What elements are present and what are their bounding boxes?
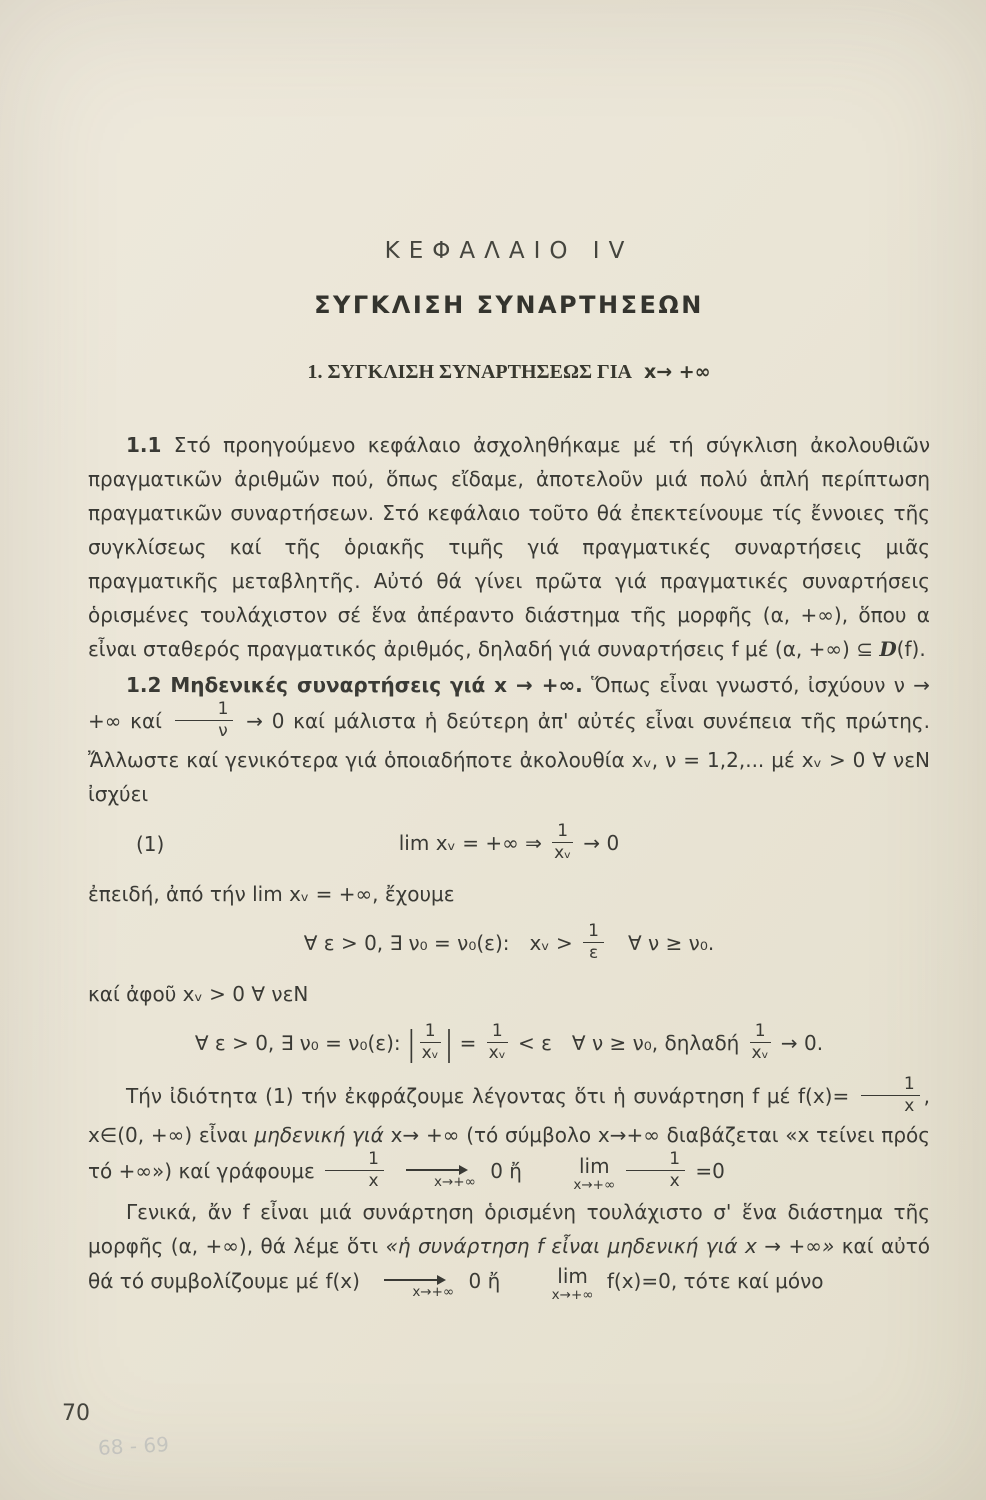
paragraph-property [88,1074,930,1194]
paragraph-property-text-5: =0 [689,1159,725,1184]
fraction-one-over-xnu: $\frac{1}{\text{xᵥ}}$ [488,1021,506,1064]
fraction-one-over-xnu: $\frac{1}{\text{xᵥ}}$ [421,1021,439,1064]
paragraph-1-2-text-2: → 0 καί μάλιστα ἡ δεύτερη ἀπ' αὐτές εἶναι συνέπεια τῆς πρώτης. Ἄλλωστε καί γενικότερα γιά ὁποιαδήποτε ἀκολουθία xᵥ, ν = 1,2,... μέ xᵥ > 0 ∀ νεΝ ἰσχύει [88,709,931,807]
script-d-symbol: D [879,637,897,661]
tends-to-arrow [396,1158,476,1191]
fraction-one-over-x: $\frac{1}{x}$ [325,1150,384,1191]
show-through-text: 68 - 69 [97,1432,170,1460]
page-number: 70 [62,1401,90,1426]
display-2-text-1: ∀ ε > 0, ∃ ν₀ = ν₀(ε): [194,1031,407,1056]
equation-1-rhs: → 0 [577,831,620,856]
display-epsilon-1 [88,923,930,965]
arrow-subscript: x→+∞ [433,1174,476,1191]
long-right-arrow-icon [384,1279,444,1281]
display-epsilon-2 [88,1023,930,1065]
paragraph-general-text-2: καί αὐτό θά τό συμβολίζουμε μέ f(x) [88,1234,930,1294]
limit-operator: lim x→+∞ [573,1154,616,1194]
section-heading [88,361,930,384]
paragraph-1-1-number: 1.1 [126,433,162,457]
chapter-heading: ΚΕΦΑΛΑΙΟ IV [384,238,634,264]
arrow-subscript: x→+∞ [412,1284,455,1301]
paragraph-1-1-tail: (f). [896,637,926,661]
paragraph-property-text-4: 0 ἤ [483,1159,529,1184]
paragraph-1-1 [88,428,930,666]
chapter-title: ΣΥΓΚΛΙΣΗ ΣΥΝΑΡΤΗΣΕΩΝ [314,291,704,319]
equation-1 [88,823,930,865]
emphasized-definition: «ἡ συνάρτηση f εἶναι μηδενική γιά x → +∞» [385,1234,835,1259]
fraction-one-over-epsilon: $\frac{1}{\varepsilon}$ [583,922,604,963]
display-1-text-1: ∀ ε > 0, ∃ ν₀ = ν₀(ε): xᵥ > [303,931,580,956]
paragraph-general-text-3: 0 ἤ [462,1269,507,1294]
body-text [88,428,930,1302]
page-content [88,238,930,1304]
fraction-one-over-nu: $\frac{1}{\nu}$ [175,700,234,741]
abs-bar-right: | [445,1022,453,1064]
long-right-arrow-icon [406,1169,466,1171]
display-2-text-4: → 0. [774,1031,824,1056]
limit-operator: lim x→+∞ [551,1264,594,1304]
section-heading-math: x→ +∞ [643,361,711,383]
equation-1-lhs: lim xᵥ = +∞ ⇒ [398,831,549,856]
abs-bar-left: | [408,1022,415,1064]
paragraph-property-text-3: x→ +∞ (τό σύμβολο x→+∞ διαβάζεται «x τείνει πρός τό +∞») καί γράφουμε [88,1123,930,1184]
paragraph-property-text-1: Τήν ἰδιότητα (1) τήν ἐκφράζουμε λέγοντας ὅτι ἡ συνάρτηση f μέ f(x)= [126,1084,857,1109]
paragraph-1-1-text: Στό προηγούμενο κεφάλαιο ἀσχοληθήκαμε μέ τή σύγκλιση ἀκολουθιῶν πραγματικῶν ἀριθμῶν πού, ὅπως εἴδαμε, ἀποτελοῦν μιά πολύ ἁπλή περίπτωση πραγματικῶν συναρτήσεων. Στό κεφάλαιο τοῦτο θά ἐπεκτείνουμε τίς ἔννοιες τῆς συγκλίσεως καί τῆς ὁριακῆς τιμῆς γιά πραγματικές συναρτήσεις μιᾶς πραγματικῆς μεταβλητῆς. Αὐτό θά γίνει πρῶτα γιά πραγματικές συναρτήσεις ὁρισμένες τουλάχιστον σέ ἕνα ἀπέραντο διάστημα τῆς μορφῆς (α, +∞), ὅπου α εἶναι σταθερός πραγματικός ἀριθμός, δηλαδή γιά συναρτήσεις f μέ (α, +∞) ⊆ [88,433,930,661]
display-2-text-3: < ε ∀ ν ≥ ν₀, δηλαδή [511,1031,746,1056]
display-2-text-2: = [453,1031,483,1056]
paragraph-epeidi: ἐπειδή, ἀπό τήν lim xᵥ = +∞, ἔχουμε [88,882,455,907]
fraction-one-over-xnu: $\frac{1}{\text{xᵥ}}$ [554,821,572,864]
section-heading-text: 1. ΣΥΓΚΛΙΣΗ ΣΥΝΑΡΤΗΣΕΩΣ ΓΙΑ [307,361,632,383]
paragraph-general-text-4: f(x)=0, τότε καί μόνο [600,1269,824,1294]
paragraph-general-text-1: Γενικά, ἄν f εἶναι μιά συνάρτηση ὁρισμένη τουλάχιστο σ' ἕνα διάστημα τῆς μορφῆς (α, +∞), θά λέμε ὅτι [88,1200,930,1259]
fraction-one-over-x: $\frac{1}{x}$ [626,1150,685,1191]
tends-to-arrow [374,1268,454,1301]
fraction-one-over-x: $\frac{1}{x}$ [861,1075,920,1116]
equation-1-label: (1) [136,832,165,857]
paragraph-1-2-heading: 1.2 Μηδενικές συναρτήσεις γιά x → +∞. [126,673,583,697]
paragraph-property-text-2: , x∈(0, +∞) εἶναι [88,1084,930,1148]
paragraph-kai-afou: καί ἀφοῦ xᵥ > 0 ∀ νεΝ [88,982,309,1007]
paragraph-general [88,1195,930,1302]
display-1-text-2: ∀ ν ≥ ν₀. [608,931,715,956]
emphasized-mideniki: μηδενική γιά [254,1123,384,1148]
paragraph-1-2 [88,668,930,811]
paragraph-1-2-text-1: Ὅπως εἶναι γνωστό, ἰσχύουν ν → +∞ καί [88,673,930,734]
fraction-one-over-xnu: $\frac{1}{\text{xᵥ}}$ [751,1021,769,1064]
